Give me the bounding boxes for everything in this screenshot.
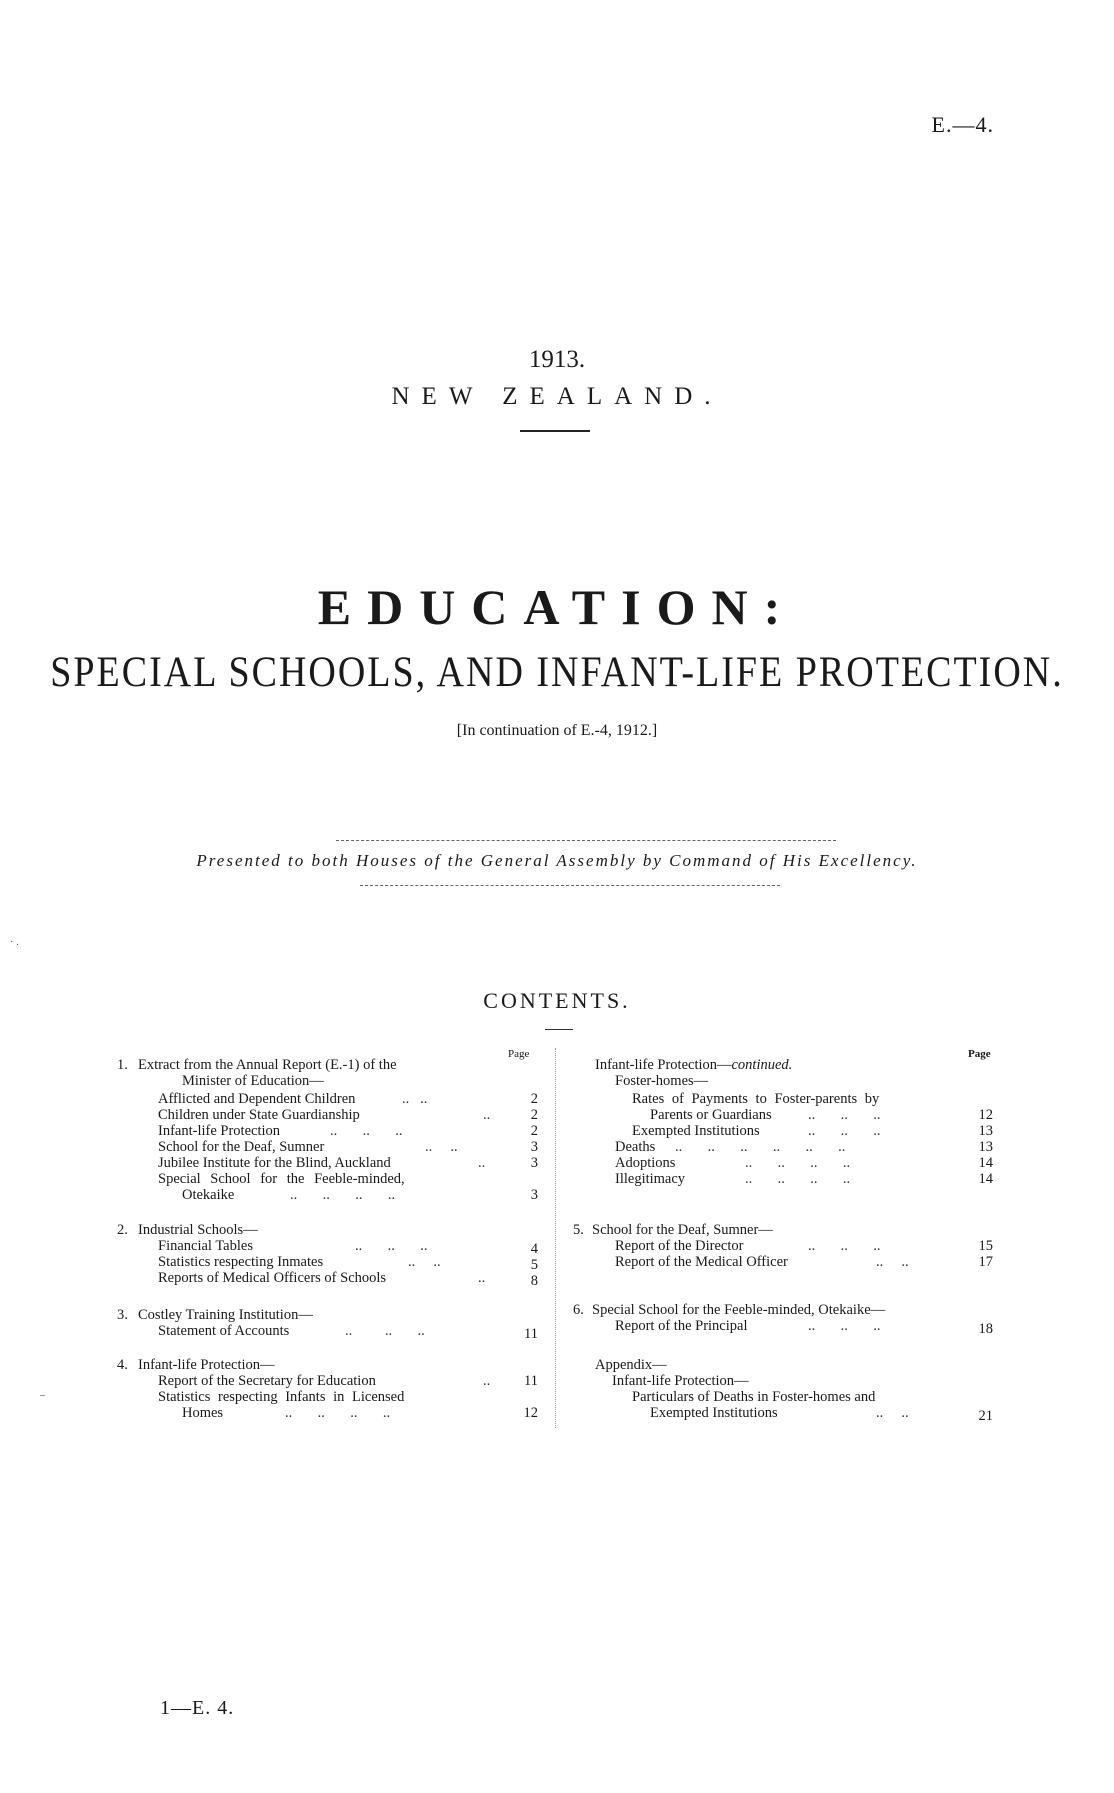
toc-page: 17 xyxy=(978,1254,993,1270)
toc-entry: Statistics respecting Inmates xyxy=(158,1254,324,1270)
document-reference: E.—4. xyxy=(931,112,994,137)
toc-page: 14 xyxy=(978,1155,993,1171)
section-1-title: Extract from the Annual Report (E.-1) of the xyxy=(138,1057,397,1073)
toc-page: 3 xyxy=(530,1139,538,1155)
toc-entry: Adoptions xyxy=(615,1155,676,1171)
toc-entry: Reports of Medical Officers of Schools xyxy=(158,1270,387,1286)
toc-page: 4 xyxy=(530,1241,538,1257)
toc-entry: Rates of Payments to Foster-parents by xyxy=(632,1091,880,1107)
toc-entry: Afflicted and Dependent Children xyxy=(158,1091,356,1107)
toc-entry: Report of the Secretary for Education xyxy=(158,1373,376,1389)
toc-page: 11 xyxy=(524,1326,538,1342)
appendix-subheading: Infant-life Protection— xyxy=(612,1373,749,1389)
toc-page: 2 xyxy=(530,1091,538,1107)
section-4-title: Infant-life Protection— xyxy=(138,1357,275,1373)
toc-page: 2 xyxy=(530,1107,538,1123)
scan-speck: – xyxy=(40,1390,45,1401)
toc-entry: Report of the Director xyxy=(615,1238,744,1254)
toc-page: 3 xyxy=(530,1187,538,1203)
page-column-label-left: Page xyxy=(508,1048,530,1060)
continued-italic: continued. xyxy=(731,1057,793,1073)
foster-homes-heading: Foster-homes— xyxy=(615,1073,709,1089)
section-4-number: 4. xyxy=(117,1357,128,1373)
toc-page: 12 xyxy=(978,1107,993,1123)
document-page: E.—4. 1913. NEW ZEALAND. EDUCATION: SPECIAL SCHOOLS, AND INFANT-LIFE PROTECTION. [In continuation of E.-4, 1912.] Presented to both Houses of the General Assembly by Command of His Excellency. CONTENTS. Page Page 1. Extract from the Annual Report (E.-1) of the Minister of Education— Afflicted and Dependent Children .. .. 2 Children under State Guardianship .. 2 Infant-life Protection .. .. .. 2 School for the Deaf, Sumner .. .. 3 Jubilee Institute for the Blind, Auckland .. 3 Special School for the Feeble-minded, Otekaike .. .. .. .. 3 2. Industrial Schools— Financial Tables .. .. .. 4 Statistics respecting Inmates .. .. 5 Reports of Medical Officers of Schools .. 8 3. Costley Training Institution— Statement of Accounts .. .. .. 11 4. Infant-life Protection— Report of the Secretary for Education .. 11 Statistics respecting Infants in Licensed Homes .. .. .. .. 12 Infant-life Protection—continued. Foster-homes— Rates of Payments to Foster-parents by Parents or Guardians .. .. .. 12 Exempted Institutions .. .. .. 13 Deaths .. .. .. .. .. .. 13 Adoptions .. .. .. .. 14 Illegitimacy .. .. .. .. 14 5. School for the Deaf, Sumner— Report of the Director .. .. .. 15 Report of the Medical Officer .. .. 17 6. Special School for the Feeble-minded, Otekaike— Report of the Principal .. .. .. 18 Appendix— Infant-life Protection— Particulars of Deaths in Foster-homes and Exempted Institutions .. .. 21 ˙ · – 1—E. 4. xyxy=(0,0,1114,1793)
toc-entry: Special School for the Feeble-minded, xyxy=(158,1171,405,1187)
section-2-number: 2. xyxy=(117,1222,128,1238)
toc-page: 5 xyxy=(530,1257,538,1273)
toc-page: 13 xyxy=(978,1139,993,1155)
toc-page: 12 xyxy=(523,1405,538,1421)
section-3-title: Costley Training Institution— xyxy=(138,1307,313,1323)
scan-speck: ˙ · xyxy=(10,940,20,951)
continued-heading: Infant-life Protection—continued. xyxy=(595,1057,793,1073)
column-divider xyxy=(555,1048,556,1428)
toc-page: 2 xyxy=(530,1123,538,1139)
toc-entry: Report of the Medical Officer xyxy=(615,1254,788,1270)
page-column-label-right: Page xyxy=(968,1048,991,1060)
toc-page: 14 xyxy=(978,1171,993,1187)
toc-page: 18 xyxy=(978,1321,993,1337)
toc-page: 11 xyxy=(524,1373,538,1389)
contents-rule xyxy=(545,1029,573,1030)
main-title: EDUCATION: xyxy=(317,579,797,635)
toc-page: 13 xyxy=(978,1123,993,1139)
toc-entry: Particulars of Deaths in Foster-homes and xyxy=(632,1389,876,1405)
contents-heading: CONTENTS. xyxy=(483,988,631,1013)
country: NEW ZEALAND. xyxy=(391,383,723,410)
year: 1913. xyxy=(528,346,586,373)
toc-entry: Statistics respecting Infants in Licensed xyxy=(158,1389,405,1405)
section-5-title: School for the Deaf, Sumner— xyxy=(592,1222,773,1238)
toc-entry: Infant-life Protection xyxy=(158,1123,280,1139)
toc-entry-cont: Exempted Institutions xyxy=(650,1405,778,1421)
section-3-number: 3. xyxy=(117,1307,128,1323)
section-1-number: 1. xyxy=(117,1057,128,1073)
toc-entry: Statement of Accounts xyxy=(158,1323,290,1339)
presented-line: Presented to both Houses of the General Assembly by Command of His Excellency. xyxy=(196,851,918,870)
dashed-rule-bottom xyxy=(360,885,780,886)
toc-entry-cont: Homes xyxy=(182,1405,224,1421)
toc-entry: School for the Deaf, Sumner xyxy=(158,1139,325,1155)
toc-entry: Jubilee Institute for the Blind, Auckland xyxy=(158,1155,391,1171)
toc-page: 21 xyxy=(978,1408,993,1424)
section-6-number: 6. xyxy=(573,1302,584,1318)
appendix-heading: Appendix— xyxy=(595,1357,667,1373)
toc-page: 15 xyxy=(978,1238,993,1254)
section-2-title: Industrial Schools— xyxy=(138,1222,258,1238)
sub-title: SPECIAL SCHOOLS, AND INFANT-LIFE PROTECTION. xyxy=(50,647,1064,697)
toc-entry: Financial Tables xyxy=(158,1238,253,1254)
toc-page: 3 xyxy=(530,1155,538,1171)
title-rule xyxy=(520,430,590,432)
toc-entry: Deaths xyxy=(615,1139,656,1155)
footer-mark: 1—E. 4. xyxy=(160,1697,235,1719)
toc-entry: Report of the Principal xyxy=(615,1318,748,1334)
toc-entry-cont: Parents or Guardians xyxy=(650,1107,772,1123)
toc-entry: Illegitimacy xyxy=(615,1171,686,1187)
toc-entry: Children under State Guardianship xyxy=(158,1107,360,1123)
dashed-rule-top xyxy=(336,840,836,841)
toc-page: 8 xyxy=(530,1273,538,1289)
toc-entry-cont: Otekaike xyxy=(182,1187,235,1203)
section-5-number: 5. xyxy=(573,1222,584,1238)
toc-entry: Exempted Institutions xyxy=(632,1123,760,1139)
section-1-title-cont: Minister of Education— xyxy=(182,1073,324,1089)
section-6-title: Special School for the Feeble-minded, Otekaike— xyxy=(592,1302,886,1318)
continuation-note: [In continuation of E.-4, 1912.] xyxy=(456,722,658,739)
